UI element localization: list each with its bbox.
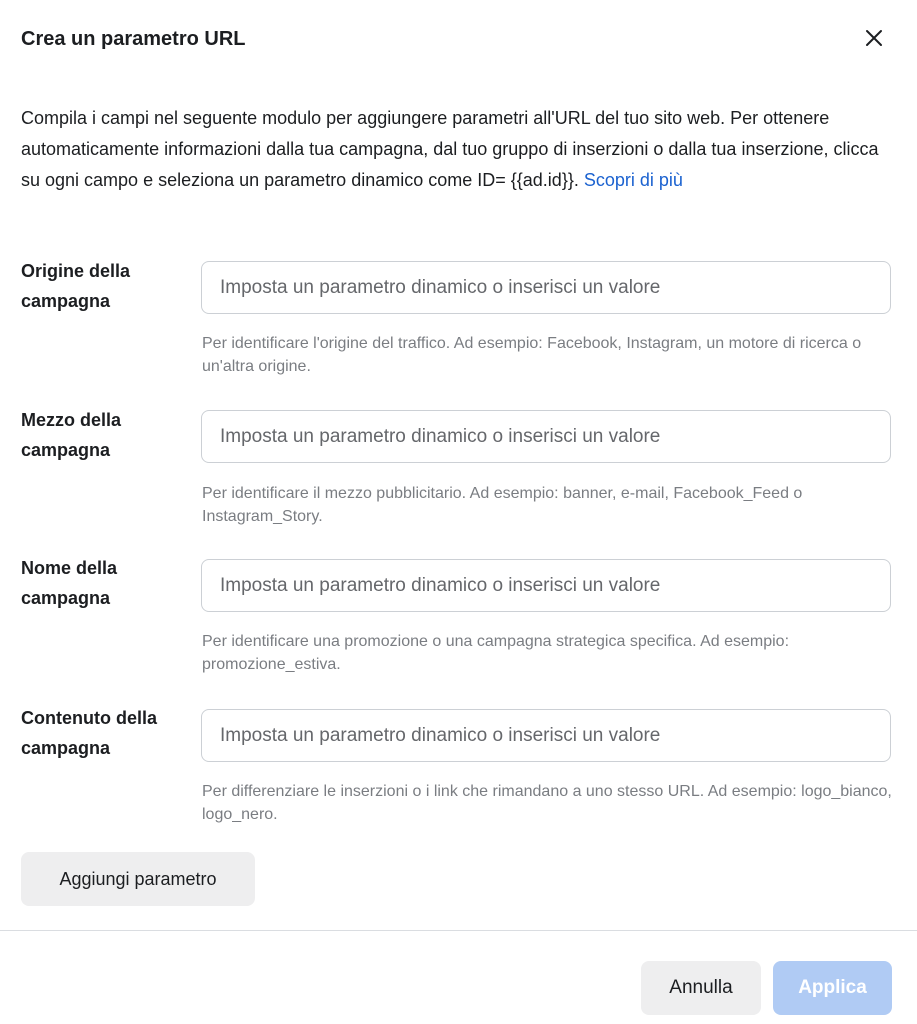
- apply-button[interactable]: Applica: [773, 961, 892, 1015]
- campaign-source-input[interactable]: [201, 261, 891, 314]
- intro-text: Compila i campi nel seguente modulo per aggiungere parametri all'URL del tuo sito web. Per ottenere automaticamente informazioni dalla tua campagna, dal tuo gruppo di inserzioni o dalla tua inserzione, clicca su ogni campo e seleziona un parametro dinamico come ID= {{ad.id}}.: [21, 108, 879, 190]
- cancel-button[interactable]: Annulla: [641, 961, 761, 1015]
- campaign-source-label: Origine della campagna: [21, 261, 131, 311]
- close-button[interactable]: [856, 20, 892, 56]
- campaign-medium-label: Mezzo della campagna: [21, 410, 122, 460]
- footer-divider: [0, 930, 917, 931]
- learn-more-link[interactable]: Scopri di più: [583, 170, 683, 190]
- dialog-title: Crea un parametro URL: [21, 28, 246, 50]
- campaign-source-help: Per identificare l'origine del traffico. Ad esempio: Facebook, Instagram, un motore di ricerca o un'altra origine.: [202, 335, 862, 375]
- campaign-name-label: Nome della campagna: [21, 558, 118, 608]
- campaign-medium-input[interactable]: [201, 410, 891, 463]
- campaign-content-help: Per differenziare le inserzioni o i link che rimandano a uno stesso URL. Ad esempio: logo_bianco, logo_nero.: [202, 783, 892, 823]
- campaign-content-label: Contenuto della campagna: [21, 708, 157, 758]
- campaign-content-input[interactable]: [201, 709, 891, 762]
- campaign-medium-help: Per identificare il mezzo pubblicitario. Ad esempio: banner, e-mail, Facebook_Feed o Instagram_Story.: [202, 485, 803, 525]
- campaign-name-help: Per identificare una promozione o una campagna strategica specifica. Ad esempio: promozione_estiva.: [202, 633, 790, 673]
- add-parameter-button[interactable]: Aggiungi parametro: [21, 852, 255, 906]
- intro-paragraph: [21, 103, 891, 196]
- close-icon: [864, 28, 884, 48]
- campaign-name-input[interactable]: [201, 559, 891, 612]
